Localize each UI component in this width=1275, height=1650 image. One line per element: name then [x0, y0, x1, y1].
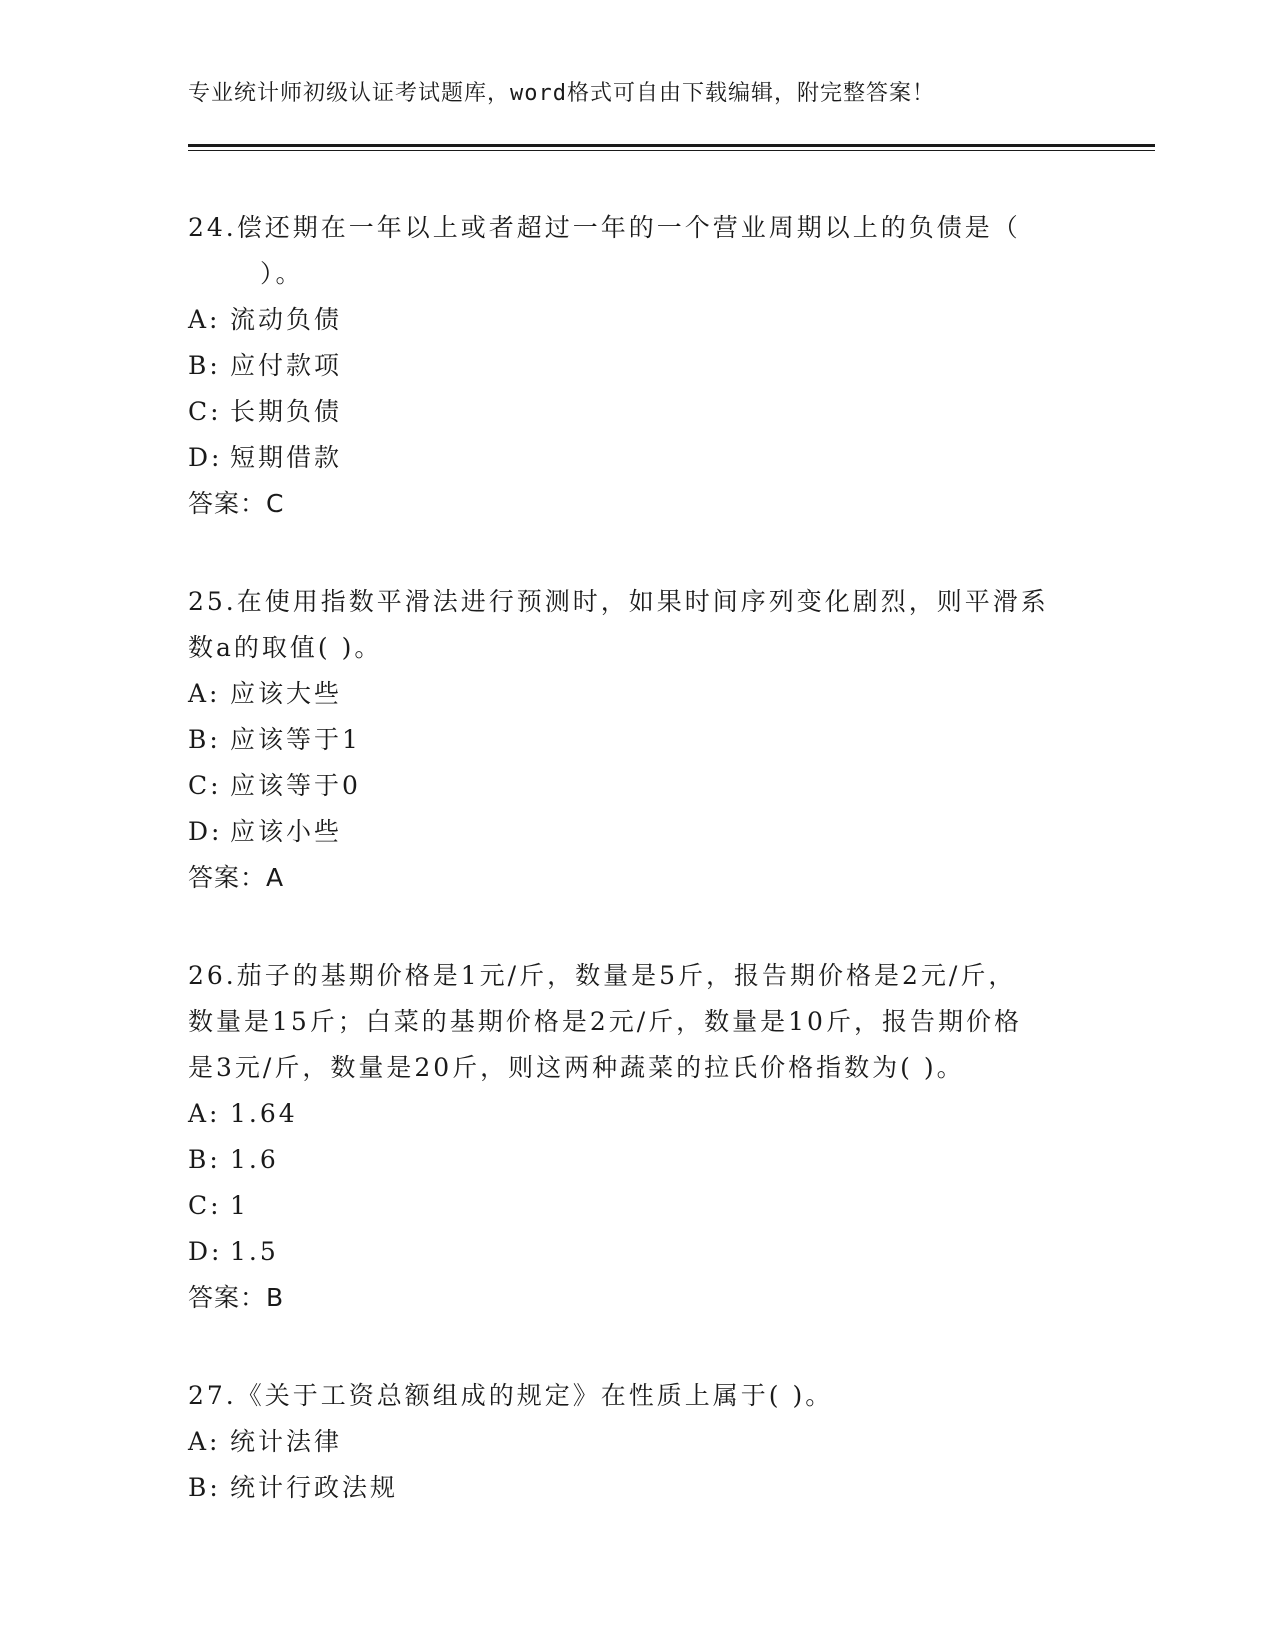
option-text: 流动负债	[230, 305, 343, 334]
option-b	[188, 1137, 1088, 1183]
option-label: C:	[188, 1191, 222, 1220]
option-text: 统计行政法规	[230, 1473, 399, 1502]
answer-line: 答案：B	[188, 1283, 285, 1312]
option-b	[188, 717, 1088, 763]
question-24	[188, 205, 1088, 527]
option-text: 应该小些	[230, 817, 343, 846]
header-divider-thin	[188, 150, 1155, 151]
question-stem-line: 27.《关于工资总额组成的规定》在性质上属于( )。	[188, 1381, 834, 1410]
option-text: 统计法律	[230, 1427, 343, 1456]
option-c	[188, 389, 1088, 435]
page-header: 专业统计师初级认证考试题库，word格式可自由下载编辑，附完整答案！	[188, 81, 935, 106]
option-label: A:	[188, 1427, 221, 1456]
option-a	[188, 297, 1088, 343]
option-text: 应付款项	[230, 351, 343, 380]
option-text: 应该等于0	[230, 771, 361, 800]
answer-line: 答案：A	[188, 863, 285, 892]
option-b	[188, 343, 1088, 389]
option-text: 应该大些	[230, 679, 343, 708]
option-label: D:	[188, 817, 223, 846]
option-d	[188, 435, 1088, 481]
question-stem-line: 数量是15斤；白菜的基期价格是2元/斤，数量是10斤，报告期价格	[188, 1007, 1022, 1036]
option-label: B:	[188, 1473, 221, 1502]
option-label: A:	[188, 679, 221, 708]
question-27	[188, 1373, 1088, 1511]
option-text: 1.5	[230, 1237, 279, 1266]
question-list	[188, 205, 1088, 1563]
option-a	[188, 1091, 1088, 1137]
option-text: 1.64	[230, 1099, 298, 1128]
option-label: B:	[188, 725, 221, 754]
option-label: C:	[188, 397, 222, 426]
header-divider-thick	[188, 144, 1155, 147]
option-text: 应该等于1	[230, 725, 361, 754]
option-b	[188, 1465, 1088, 1511]
question-26	[188, 953, 1088, 1321]
option-label: B:	[188, 1145, 221, 1174]
option-a	[188, 671, 1088, 717]
answer-line: 答案：C	[188, 489, 285, 518]
option-d	[188, 1229, 1088, 1275]
question-stem-line: 26.茄子的基期价格是1元/斤，数量是5斤，报告期价格是2元/斤，	[188, 961, 1017, 990]
question-stem-line: 是3元/斤，数量是20斤，则这两种蔬菜的拉氏价格指数为( )。	[188, 1053, 965, 1082]
option-label: C:	[188, 771, 222, 800]
option-label: D:	[188, 1237, 223, 1266]
question-stem-line: 25.在使用指数平滑法进行预测时，如果时间序列变化剧烈，则平滑系	[188, 587, 1049, 616]
question-stem-line: 24.偿还期在一年以上或者超过一年的一个营业周期以上的负债是（	[188, 213, 1021, 242]
option-label: B:	[188, 351, 221, 380]
question-25	[188, 579, 1088, 901]
option-text: 1	[230, 1191, 249, 1220]
question-stem-line: ）。	[260, 259, 304, 288]
option-a	[188, 1419, 1088, 1465]
option-c	[188, 1183, 1088, 1229]
option-label: A:	[188, 305, 221, 334]
option-text: 1.6	[230, 1145, 279, 1174]
option-text: 长期负债	[230, 397, 343, 426]
option-d	[188, 809, 1088, 855]
option-label: D:	[188, 443, 223, 472]
option-label: A:	[188, 1099, 221, 1128]
option-c	[188, 763, 1088, 809]
question-stem-line: 数a的取值( )。	[188, 633, 383, 662]
option-text: 短期借款	[230, 443, 343, 472]
